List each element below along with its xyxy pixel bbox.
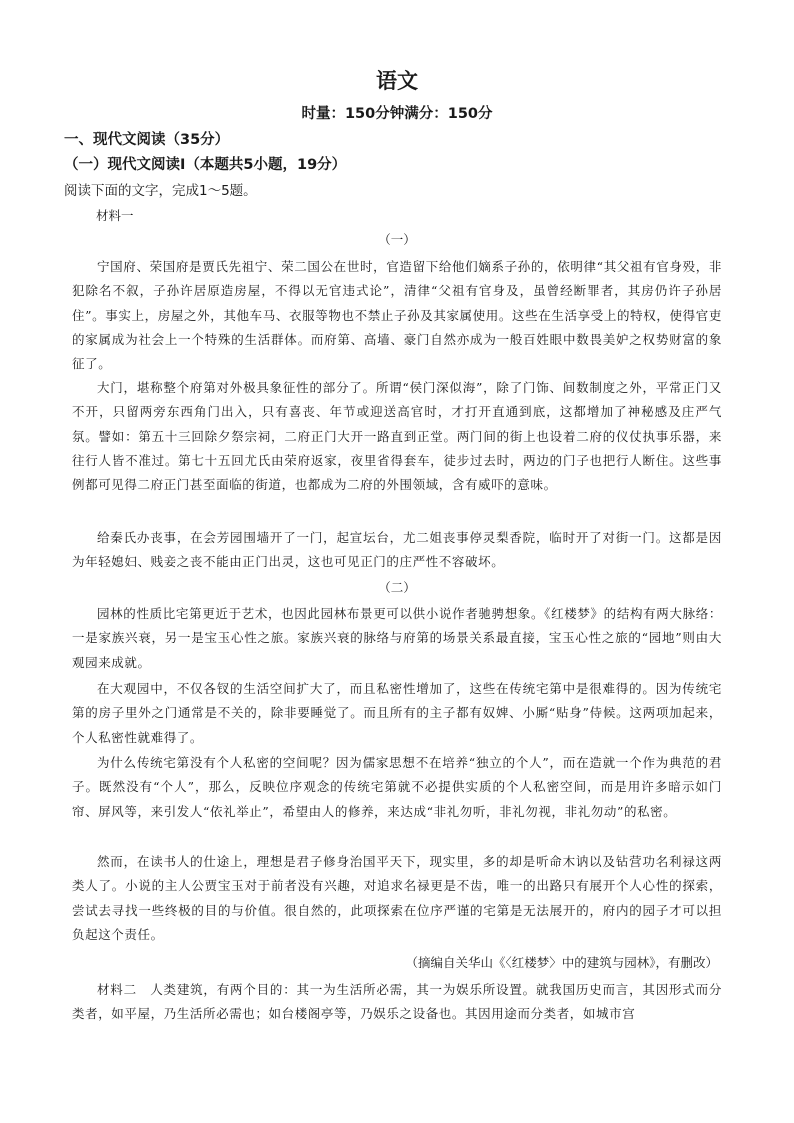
paragraph-8: 材料二 人类建筑，有两个目的：其一为生活所必需，其一为娱乐所设置。就我国历史而言，其因形式而分类者，如平屋，乃生活所必需也；如台楼阁亭等，乃娱乐之设备也。其因用途而分类者，如城市宫	[72, 982, 722, 1022]
reading-instruction: 阅读下面的文字，完成1～5题。	[64, 183, 257, 199]
part-one-label: （一）	[378, 232, 416, 247]
material-one-label: 材料一	[96, 208, 134, 223]
part-two-label: （二）	[378, 580, 416, 595]
paragraph-1: 宁国府、荣国府是贾氏先祖宁、荣二国公在世时，官造留下给他们嫡系子孙的，依明律“其父祖有官身殁，非犯除名不叙，子孙许居原造房屋，不得以无官违式论”，清律“父祖有官身及，虽曾经断罪者，其房仍许子孙居住”。事实上，房屋之外，其他车马、衣服等物也不禁止子孙及其家属使用。这些在生活享受上的特权，使得官吏的家属成为社会上一个特殊的生活群体。而府第、高墙、豪门自然亦成为一般百姓眼中数畏美妒之权势财富的象征了。	[72, 259, 722, 372]
source-citation: （摘编自关华山《〈红楼梦〉中的建筑与园林》，有删改）	[405, 955, 718, 970]
exam-time-and-score: 时量：150分钟满分：150分	[301, 106, 493, 122]
subsection-heading: （一）现代文阅读Ⅰ（本题共5小题，19分）	[64, 157, 347, 173]
paragraph-5: 在大观园中，不仅各钗的生活空间扩大了，而且私密性增加了，这些在传统宅第中是很难得的。因为传统宅第的房子里外之门通常是不关的，除非要睡觉了。而且所有的主子都有奴婢、小厮“贴身”侍候。这两项加起来，个人私密性就难得了。	[72, 681, 722, 745]
section-heading: 一、现代文阅读（35分）	[64, 132, 230, 148]
paragraph-3: 给秦氏办丧事，在会芳园围墙开了一门，起宣坛台，尤二姐丧事停灵梨香院，临时开了对街一门。这都是因为年轻媳妇、贱妾之丧不能由正门出灵，这也可见正门的庄严性不容破坏。	[72, 530, 722, 570]
document-title: 语文	[376, 69, 418, 93]
paragraph-4: 园林的性质比宅第更近于艺术，也因此园林布景更可以供小说作者驰骋想象。《红楼梦》的结构有两大脉络：一是家族兴衰，另一是宝玉心性之旅。家族兴衰的脉络与府第的场景关系最直接，宝玉心性之旅的“园地”则由大观园来成就。	[72, 606, 722, 670]
paragraph-7: 然而，在读书人的仕途上，理想是君子修身治国平天下，现实里，多的却是听命木讷以及钻营功名利禄这两类人了。小说的主人公贾宝玉对于前者没有兴趣，对追求名禄更是不齿，唯一的出路只有展开个人心性的探索，尝试去寻找一些终极的目的与价值。很自然的，此项探索在位序严谨的宅第是无法展开的，府内的园子才可以担负起这个责任。	[72, 854, 722, 942]
paragraph-2: 大门，堪称整个府第对外极具象征性的部分了。所谓“侯门深似海”，除了门饰、间数制度之外，平常正门又不开，只留两旁东西角门出入，只有喜丧、年节或迎送高官时，才打开直通到底，这都增加了神秘感及庄严气氛。譬如：第五十三回除夕祭宗祠，二府正门大开一路直到正堂。两门间的街上也设着二府的仪仗执事乐器，来往行人皆不准过。第七十五回尤氏由荣府返家，夜里省得套车，徒步过去时，两边的门子也把行人断住。这些事例都可见得二府正门甚至面临的街道，也都成为二府的外围领域，含有威吓的意味。	[72, 380, 722, 493]
paragraph-6: 为什么传统宅第没有个人私密的空间呢？因为儒家思想不在培养“独立的个人”，而在造就一个作为典范的君子。既然没有“个人”，那么，反映位序观念的传统宅第就不必提供实质的个人私密空间，而是用许多暗示如门帘、屏风等，来引发人“依礼举止”，希望由人的修养，来达成“非礼勿听，非礼勿视，非礼勿动”的私密。	[72, 755, 722, 819]
